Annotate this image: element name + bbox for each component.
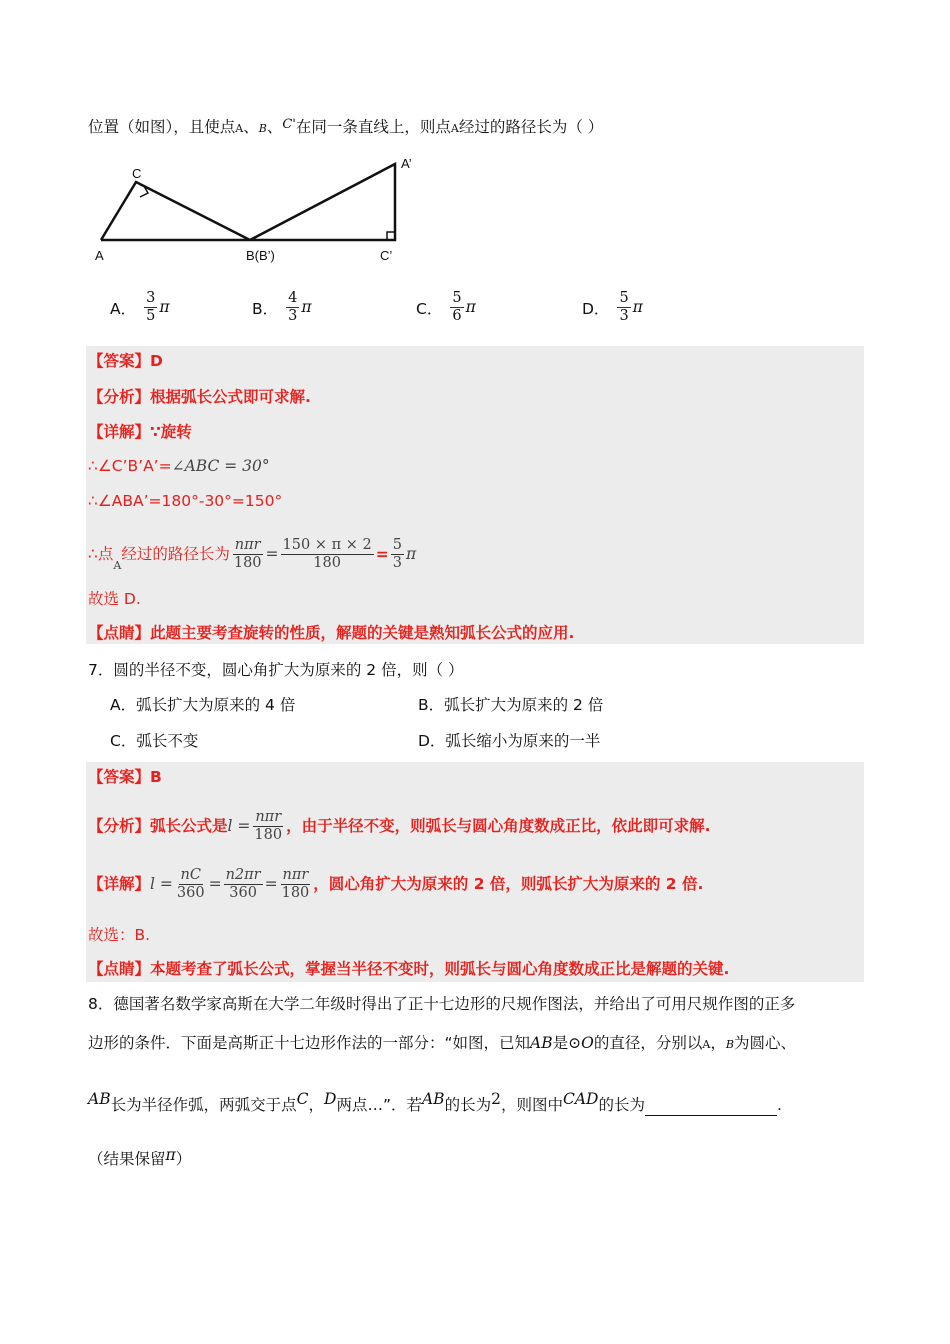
answer-value: D bbox=[150, 352, 163, 370]
figure-label-b: B(B’) bbox=[246, 248, 275, 263]
q8-point-d: D bbox=[324, 1090, 337, 1108]
q6-conclusion bbox=[88, 588, 141, 610]
q8-ab-2: AB bbox=[421, 1090, 445, 1108]
pi-symbol: π bbox=[301, 298, 312, 316]
q6-detail-line-2 bbox=[88, 455, 270, 477]
q8-text-2e: 为圆心、 bbox=[733, 1034, 796, 1052]
q8-point-b: B bbox=[725, 1038, 734, 1051]
frac-num: nπr bbox=[234, 537, 261, 553]
figure-label-a: A bbox=[95, 248, 104, 263]
pi-symbol: π bbox=[159, 298, 170, 316]
q8-ab: AB bbox=[88, 1090, 111, 1108]
equals-sign: = bbox=[208, 875, 222, 893]
detail-4-text-a: ∴点 bbox=[88, 545, 114, 563]
q8-sep: ， bbox=[710, 1034, 726, 1052]
pi-symbol: π bbox=[405, 545, 417, 563]
frac-num: n2πr bbox=[225, 867, 261, 883]
q6-point-b: B bbox=[258, 122, 267, 135]
figure-label-a-prime: A’ bbox=[401, 156, 412, 171]
option-letter: C． bbox=[416, 299, 443, 318]
rotation-figure bbox=[90, 150, 420, 270]
detail-2-math: ∠ABC = 30° bbox=[171, 457, 270, 475]
frac-den: 180 bbox=[254, 827, 283, 843]
q6-sep1: 、 bbox=[243, 118, 259, 136]
q8-text-3c: 两点…”．若 bbox=[336, 1096, 422, 1114]
answer-tag: 【答案】 bbox=[88, 768, 151, 786]
comment-text: 本题考查了弧长公式，掌握当半径不变时，则弧长与圆心角度数成正比是解题的关键. bbox=[150, 960, 730, 978]
detail-line-1: ∵旋转 bbox=[150, 423, 192, 441]
detail-2-text: ∴∠C’B’A’= bbox=[88, 457, 172, 475]
option-text: B．弧长扩大为原来的 2 倍 bbox=[418, 696, 604, 714]
q6-point-c-prime: C' bbox=[282, 117, 296, 132]
option-letter: D． bbox=[582, 299, 610, 318]
q7-detail bbox=[88, 866, 703, 902]
q8-text-4a: （结果保留 bbox=[88, 1150, 166, 1168]
detail-3-text: ∴∠ABA’=180°-30°=150° bbox=[88, 492, 283, 510]
q7-stem bbox=[88, 659, 464, 681]
q7-analysis bbox=[88, 808, 710, 844]
frac-den: 3 bbox=[288, 308, 298, 324]
q7-option-c[interactable] bbox=[110, 730, 198, 752]
q8-arc-cad: CAD bbox=[562, 1090, 599, 1108]
q8-text-4b: ） bbox=[175, 1150, 192, 1168]
comment-tag: 【点睛】 bbox=[88, 624, 151, 642]
analysis-tag: 【分析】 bbox=[88, 388, 151, 406]
analysis-text: 根据弧长公式即可求解. bbox=[150, 388, 311, 406]
pi-symbol: π bbox=[165, 1146, 176, 1164]
q6-stem-text-b: 在同一条直线上，则点 bbox=[295, 118, 451, 136]
figure-lines bbox=[101, 164, 395, 240]
q8-circle-o: ⊙O bbox=[568, 1034, 594, 1052]
q7-comment bbox=[88, 958, 729, 980]
q8-text-3d: 的长为 bbox=[444, 1096, 492, 1114]
q6-option-c[interactable] bbox=[416, 290, 476, 325]
q8-line-2 bbox=[88, 1032, 796, 1056]
q8-answer-blank[interactable] bbox=[645, 1099, 777, 1116]
q8-line-4 bbox=[88, 1148, 191, 1170]
frac-den: 3 bbox=[392, 555, 402, 571]
frac-den: 180 bbox=[233, 555, 262, 571]
frac-num: 3 bbox=[146, 290, 156, 306]
q7-option-a[interactable] bbox=[110, 694, 295, 716]
l-equals: l = bbox=[150, 875, 173, 893]
answer-tag: 【答案】 bbox=[88, 352, 151, 370]
q6-sep2: 、 bbox=[266, 118, 283, 136]
equals-sign: = bbox=[265, 545, 279, 563]
q7-answer bbox=[88, 766, 162, 788]
triangle-abc bbox=[101, 182, 250, 240]
q6-option-d[interactable] bbox=[582, 290, 643, 325]
q6-stem-text-c: 经过的路径长为（ ） bbox=[458, 118, 604, 136]
option-letter: A． bbox=[110, 299, 137, 318]
q7-option-d[interactable] bbox=[418, 730, 600, 752]
figure-label-c-prime: C’ bbox=[380, 248, 393, 263]
frac-num: nπr bbox=[282, 867, 309, 883]
l-equals: l = bbox=[227, 817, 251, 835]
frac-num: 5 bbox=[452, 290, 462, 306]
pi-symbol: π bbox=[632, 298, 643, 316]
q8-text-3a: 长为半径作弧，两弧交于点 bbox=[110, 1096, 297, 1114]
q6-analysis bbox=[88, 386, 311, 408]
analysis-tag: 【分析】 bbox=[88, 817, 151, 835]
comment-tag: 【点睛】 bbox=[88, 960, 151, 978]
frac-den: 5 bbox=[146, 308, 156, 324]
frac-den: 3 bbox=[619, 308, 629, 324]
q8-text-2c: 的直径，分别以 bbox=[593, 1034, 703, 1052]
comment-text: 此题主要考查旋转的性质，解题的关键是熟知弧长公式的应用. bbox=[150, 624, 575, 642]
q6-stem bbox=[88, 116, 603, 140]
q6-comment bbox=[88, 622, 574, 644]
frac-den: 360 bbox=[176, 885, 205, 901]
q8-line-1 bbox=[88, 993, 795, 1015]
frac-den: 180 bbox=[281, 885, 310, 901]
q8-sep: ， bbox=[308, 1096, 324, 1114]
q6-point-a: A bbox=[235, 122, 244, 135]
frac-den: 360 bbox=[229, 885, 257, 901]
equals-sign-red: = bbox=[375, 545, 389, 563]
q8-ab: AB bbox=[530, 1034, 553, 1052]
q6-stem-text-a: 位置（如图），且使点 bbox=[88, 118, 236, 136]
frac-num: 5 bbox=[619, 290, 629, 306]
frac-num: 4 bbox=[288, 290, 298, 306]
frac-num: nπr bbox=[255, 809, 282, 825]
q8-line-3 bbox=[88, 1090, 782, 1116]
q6-option-b[interactable] bbox=[252, 290, 312, 325]
q8-text-2a: 边形的条件．下面是高斯正十七边形作法的一部分：“如图，已知 bbox=[88, 1034, 531, 1052]
pi-symbol: π bbox=[465, 298, 476, 316]
frac-num: 150 × π × 2 bbox=[282, 537, 372, 553]
q6-option-a[interactable] bbox=[110, 290, 170, 325]
detail-tag: 【详解】 bbox=[88, 423, 151, 441]
option-text: C．弧长不变 bbox=[110, 732, 199, 750]
option-letter: B． bbox=[252, 299, 279, 318]
q8-point-c: C bbox=[296, 1090, 309, 1108]
q7-stem-text: 7．圆的半径不变，圆心角扩大为原来的 2 倍，则（ ） bbox=[88, 661, 464, 679]
q6-detail-line-4 bbox=[88, 536, 416, 574]
q6-point-a-2: A bbox=[450, 122, 459, 135]
q8-point-a: A bbox=[702, 1038, 711, 1051]
q8-value-two: 2 bbox=[491, 1090, 501, 1108]
answer-value: B bbox=[150, 768, 162, 786]
detail-4-text-b: 经过的路径长为 bbox=[121, 545, 230, 563]
triangle-a-b-c-prime bbox=[250, 164, 395, 240]
q8-text-3f: 的长为 bbox=[598, 1096, 645, 1114]
analysis-text-b: ，由于半径不变，则弧长与圆心角度数成正比，依此即可求解. bbox=[286, 817, 711, 835]
q8-end-mark: . bbox=[776, 1096, 782, 1114]
detail-tag: 【详解】 bbox=[88, 875, 151, 893]
q7-option-b[interactable] bbox=[418, 694, 603, 716]
q6-detail-line-3 bbox=[88, 490, 282, 512]
q8-text-1: 8．德国著名数学家高斯在大学二年级时得出了正十七边形的尺规作图法，并给出了可用尺规作图的正多 bbox=[88, 995, 796, 1013]
figure-label-c: C bbox=[132, 166, 142, 181]
equals-sign: = bbox=[264, 875, 278, 893]
detail-text-b: ，圆心角扩大为原来的 2 倍，则弧长扩大为原来的 2 倍. bbox=[313, 875, 704, 893]
q7-conclusion bbox=[88, 924, 150, 946]
option-text: D．弧长缩小为原来的一半 bbox=[418, 732, 601, 750]
frac-den: 180 bbox=[313, 555, 341, 571]
q6-detail bbox=[88, 421, 192, 443]
q6-answer bbox=[88, 350, 163, 372]
frac-num: nC bbox=[180, 867, 201, 883]
conclusion-text: 故选：B. bbox=[88, 926, 151, 944]
q8-text-2b: 是 bbox=[552, 1034, 569, 1052]
frac-den: 6 bbox=[452, 308, 462, 324]
conclusion-text: 故选 D. bbox=[88, 590, 141, 608]
detail-4-point-a: A bbox=[113, 559, 122, 572]
q8-text-3e: ，则图中 bbox=[500, 1096, 563, 1114]
frac-num: 5 bbox=[392, 537, 402, 553]
option-text: A．弧长扩大为原来的 4 倍 bbox=[110, 696, 296, 714]
analysis-text-a: 弧长公式是 bbox=[150, 817, 228, 835]
